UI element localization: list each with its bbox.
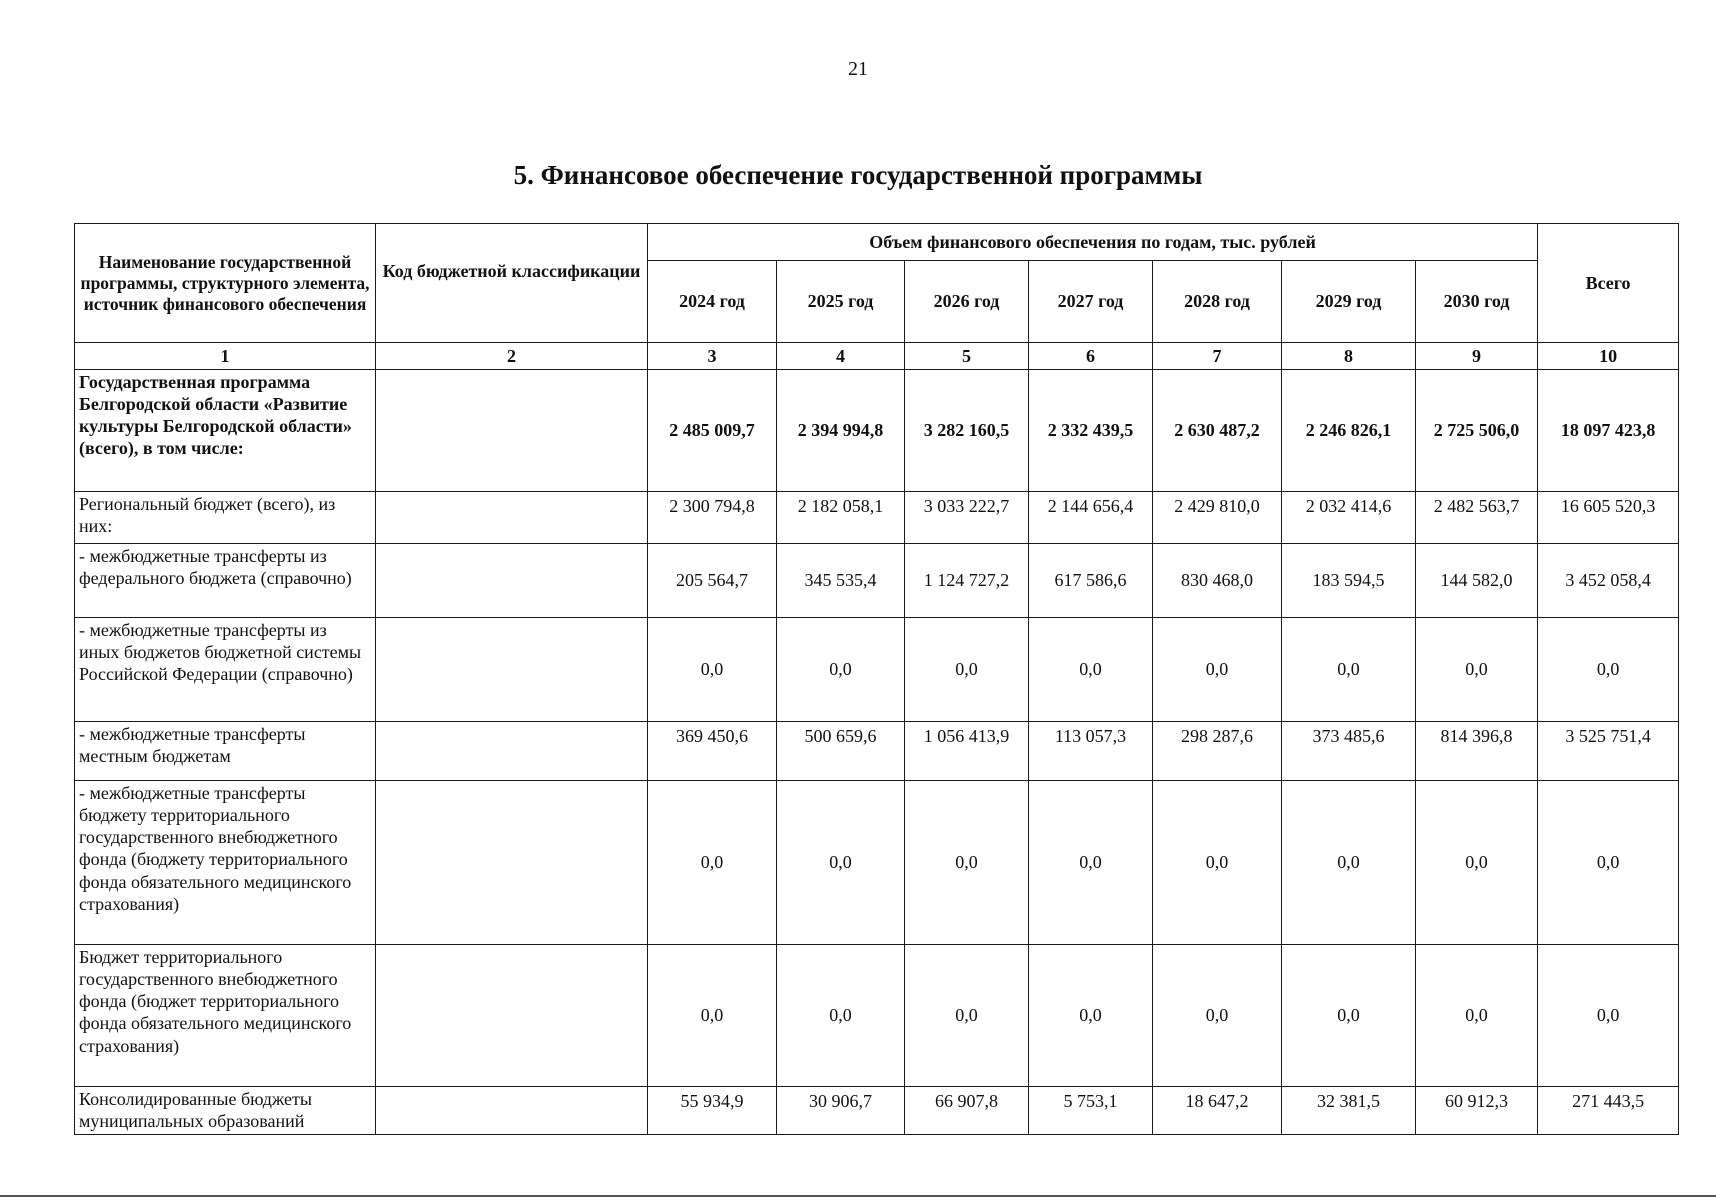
value-cell: 0,0	[648, 781, 777, 945]
column-number: 3	[648, 343, 777, 370]
column-number: 10	[1538, 343, 1679, 370]
value-cell: 814 396,8	[1416, 722, 1538, 781]
row-name: Региональный бюджет (всего), из них:	[75, 492, 376, 544]
value-cell: 2 394 994,8	[777, 370, 905, 492]
table-row	[75, 722, 1679, 781]
value-cell: 30 906,7	[777, 1087, 905, 1135]
value-cell: 0,0	[1153, 618, 1282, 722]
table-row	[75, 544, 1679, 618]
column-number-row	[75, 343, 1679, 370]
header-year: 2025 год	[777, 261, 905, 343]
value-cell: 0,0	[1538, 618, 1679, 722]
value-cell: 2 182 058,1	[777, 492, 905, 544]
value-cell: 3 525 751,4	[1538, 722, 1679, 781]
value-cell: 55 934,9	[648, 1087, 777, 1135]
value-cell: 0,0	[905, 945, 1029, 1087]
row-code	[376, 492, 648, 544]
value-cell: 3 282 160,5	[905, 370, 1029, 492]
value-cell: 2 630 487,2	[1153, 370, 1282, 492]
value-cell: 2 429 810,0	[1153, 492, 1282, 544]
column-number: 2	[376, 343, 648, 370]
table-row	[75, 1087, 1679, 1135]
value-cell: 3 452 058,4	[1538, 544, 1679, 618]
value-cell: 0,0	[1282, 945, 1416, 1087]
value-cell: 205 564,7	[648, 544, 777, 618]
value-cell: 0,0	[777, 781, 905, 945]
value-cell: 2 246 826,1	[1282, 370, 1416, 492]
value-cell: 0,0	[1416, 781, 1538, 945]
table-row	[75, 618, 1679, 722]
value-cell: 144 582,0	[1416, 544, 1538, 618]
value-cell: 0,0	[1029, 781, 1153, 945]
value-cell: 0,0	[1282, 781, 1416, 945]
value-cell: 5 753,1	[1029, 1087, 1153, 1135]
row-code	[376, 618, 648, 722]
header-code: Код бюджетной классификации	[376, 224, 648, 343]
row-name: Консолидированные бюджеты муниципальных образований	[75, 1087, 376, 1135]
table-row	[75, 781, 1679, 945]
row-code	[376, 1087, 648, 1135]
value-cell: 1 056 413,9	[905, 722, 1029, 781]
row-name: - межбюджетные трансферты из федерального бюджета (справочно)	[75, 544, 376, 618]
column-number: 7	[1153, 343, 1282, 370]
table-row	[75, 370, 1679, 492]
value-cell: 0,0	[1538, 781, 1679, 945]
value-cell: 2 144 656,4	[1029, 492, 1153, 544]
row-name: - межбюджетные трансферты местным бюджетам	[75, 722, 376, 781]
value-cell: 0,0	[1538, 945, 1679, 1087]
header-year: 2030 год	[1416, 261, 1538, 343]
value-cell: 2 485 009,7	[648, 370, 777, 492]
column-number: 6	[1029, 343, 1153, 370]
value-cell: 500 659,6	[777, 722, 905, 781]
value-cell: 617 586,6	[1029, 544, 1153, 618]
table-row	[75, 945, 1679, 1087]
row-code	[376, 781, 648, 945]
value-cell: 2 300 794,8	[648, 492, 777, 544]
header-total: Всего	[1538, 224, 1679, 343]
row-name: Государственная программа Белгородской области «Развитие культуры Белгородской области» (всего), в том числе:	[75, 370, 376, 492]
value-cell: 183 594,5	[1282, 544, 1416, 618]
header-year: 2027 год	[1029, 261, 1153, 343]
header-year: 2028 год	[1153, 261, 1282, 343]
value-cell: 16 605 520,3	[1538, 492, 1679, 544]
value-cell: 0,0	[777, 945, 905, 1087]
value-cell: 0,0	[905, 618, 1029, 722]
value-cell: 18 647,2	[1153, 1087, 1282, 1135]
value-cell: 0,0	[1029, 618, 1153, 722]
value-cell: 298 287,6	[1153, 722, 1282, 781]
row-code	[376, 722, 648, 781]
header-volume: Объем финансового обеспечения по годам, тыс. рублей	[648, 224, 1538, 261]
column-number: 4	[777, 343, 905, 370]
value-cell: 66 907,8	[905, 1087, 1029, 1135]
value-cell: 369 450,6	[648, 722, 777, 781]
row-name: Бюджет территориального государственного внебюджетного фонда (бюджет территориального фонда обязательного медицинского страхования)	[75, 945, 376, 1087]
column-number: 8	[1282, 343, 1416, 370]
column-number: 9	[1416, 343, 1538, 370]
value-cell: 2 482 563,7	[1416, 492, 1538, 544]
value-cell: 0,0	[1153, 945, 1282, 1087]
value-cell: 0,0	[1282, 618, 1416, 722]
value-cell: 2 332 439,5	[1029, 370, 1153, 492]
value-cell: 2 725 506,0	[1416, 370, 1538, 492]
value-cell: 0,0	[648, 945, 777, 1087]
row-name: - межбюджетные трансферты бюджету территориального государственного внебюджетного фонда (бюджету территориального фонда обязательного медицинского страхования)	[75, 781, 376, 945]
value-cell: 60 912,3	[1416, 1087, 1538, 1135]
value-cell: 32 381,5	[1282, 1087, 1416, 1135]
header-year: 2024 год	[648, 261, 777, 343]
value-cell: 0,0	[1416, 618, 1538, 722]
header-year: 2026 год	[905, 261, 1029, 343]
value-cell: 2 032 414,6	[1282, 492, 1416, 544]
value-cell: 0,0	[1153, 781, 1282, 945]
value-cell: 345 535,4	[777, 544, 905, 618]
row-name: - межбюджетные трансферты из иных бюджетов бюджетной системы Российской Федерации (справочно)	[75, 618, 376, 722]
header-year: 2029 год	[1282, 261, 1416, 343]
row-code	[376, 370, 648, 492]
column-number: 5	[905, 343, 1029, 370]
page-number: 21	[848, 58, 868, 80]
page-title: 5. Финансовое обеспечение государственной программы	[513, 160, 1203, 190]
row-code	[376, 544, 648, 618]
value-cell: 373 485,6	[1282, 722, 1416, 781]
row-code	[376, 945, 648, 1087]
value-cell: 113 057,3	[1029, 722, 1153, 781]
financing-table	[74, 223, 1679, 1135]
value-cell: 271 443,5	[1538, 1087, 1679, 1135]
column-number: 1	[75, 343, 376, 370]
value-cell: 0,0	[648, 618, 777, 722]
value-cell: 0,0	[777, 618, 905, 722]
value-cell: 0,0	[905, 781, 1029, 945]
value-cell: 18 097 423,8	[1538, 370, 1679, 492]
value-cell: 1 124 727,2	[905, 544, 1029, 618]
value-cell: 0,0	[1029, 945, 1153, 1087]
value-cell: 0,0	[1416, 945, 1538, 1087]
value-cell: 830 468,0	[1153, 544, 1282, 618]
header-name: Наименование государственной программы, структурного элемента, источник финансового обеспечения	[75, 224, 376, 343]
scan-edge-line	[0, 1195, 1716, 1197]
table-row	[75, 492, 1679, 544]
value-cell: 3 033 222,7	[905, 492, 1029, 544]
